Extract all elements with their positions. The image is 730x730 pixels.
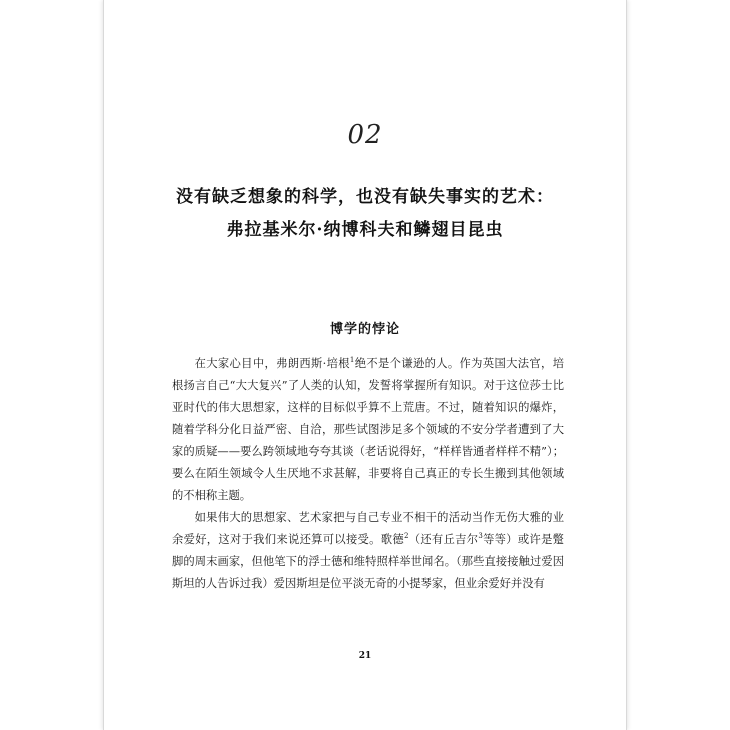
paragraph-2 <box>172 507 564 595</box>
paragraph-2-text-a: 如果伟大的思想家、艺术家把与自己专业不相干的活动当作无伤大雅的业余爱好，这对于我们来说还算可以接受。歌德 <box>172 511 564 546</box>
book-page <box>104 0 626 730</box>
footnote-marker-1[interactable]: 1 <box>349 356 355 365</box>
section-heading: 博学的悖论 <box>329 322 400 337</box>
paragraph-2-text-b: （还有丘吉尔 <box>408 533 479 546</box>
footnote-marker-2[interactable]: 2 <box>403 532 409 541</box>
page-number: 21 <box>358 651 372 661</box>
chapter-number: 02 <box>347 120 383 150</box>
footnote-marker-3[interactable]: 3 <box>478 532 483 541</box>
chapter-title-line-1: 没有缺乏想象的科学，也没有缺失事实的艺术： <box>176 187 554 207</box>
chapter-title-line-2: 弗拉基米尔·纳博科夫和鳞翅目昆虫 <box>226 220 504 240</box>
body-text <box>172 353 564 595</box>
paragraph-1-text-b: 绝不是个谦逊的人。作为英国大法官，培根扬言自己“大大复兴”了人类的认知，发誓将掌握所有知识。对于这位莎士比亚时代的伟大思想家，这样的目标似乎算不上荒唐。不过，随着知识的爆炸，随着学科分化日益严密、自洽，那些试图涉足多个领域的不安分学者遭到了大家的质疑——要么跨领域地夸夸其谈（老话说得好，“样样皆通者样样不精”）；要么在陌生领域令人生厌地不求甚解，非要将自己真正的专长生搬到其他领域的不相称主题。 <box>172 357 564 502</box>
paragraph-1 <box>172 353 564 507</box>
paragraph-1-text-a: 在大家心目中，弗朗西斯·培根 <box>194 357 350 370</box>
paragraph-2-text-c: 等等）或许是蹩脚的周末画家，但他笔下的浮士德和维特照样举世闻名。（那些直接接触过爱因斯坦的人告诉过我）爱因斯坦是位平淡无奇的小提琴家，但业余爱好并没有 <box>172 533 564 590</box>
